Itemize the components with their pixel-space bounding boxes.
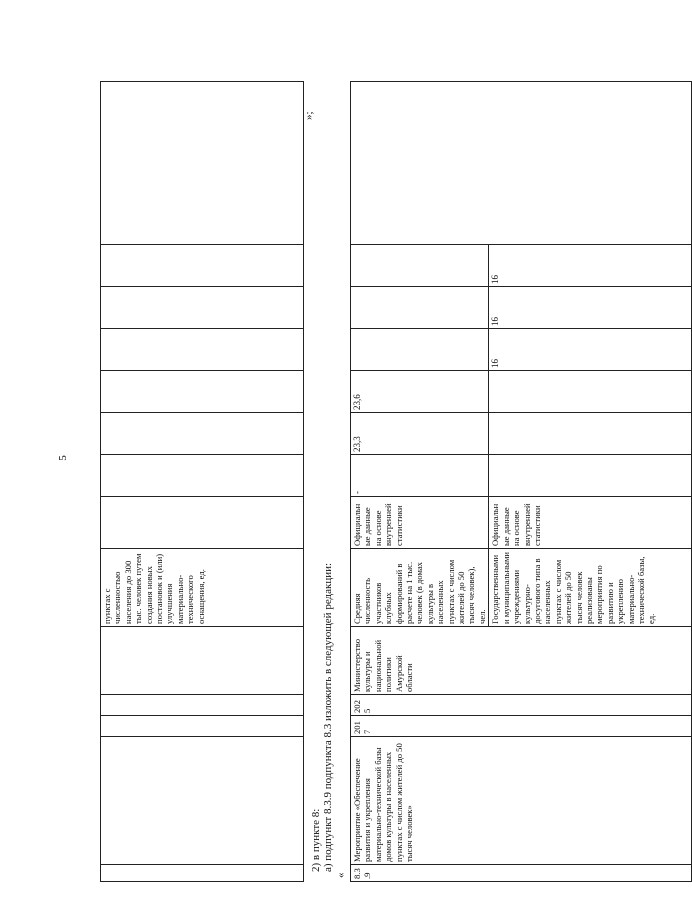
page-number: 5 [57, 455, 69, 461]
cell-r1-v3: 23,6 [351, 371, 489, 413]
cell-ministry: Министерство культуры и национальной политики Амурской области [351, 627, 692, 695]
top-cell-indicator: пунктах с численностью населения до 300 тыс. человек путем создания новых постановок и (или) улучшения материально-технического оснащения, ед. [101, 549, 304, 627]
cell-r1-v6 [351, 245, 489, 287]
cell-indicator-1: Средняя численность участников клубных формирований в расчете на 1 тыс. человек (в домах культуры в населенных пунктах с числом жителей до 50 тысяч человек), чел. [351, 549, 489, 627]
cell-r1-v1: - [351, 455, 489, 497]
top-cell-13 [101, 245, 304, 287]
closing-mark: »; [303, 111, 315, 120]
cell-r2-v4: 16 [489, 329, 692, 371]
cell-r2-v3 [489, 371, 692, 413]
cell-source-1: Официальные данные на основе внутренней статистики [351, 497, 489, 549]
cell-r1-v2: 23,3 [351, 413, 489, 455]
paragraph-1: 2) в пункте 8: [310, 808, 322, 872]
top-cell-3 [101, 716, 304, 737]
cell-year-end: 2025 [351, 695, 692, 716]
top-table [100, 81, 304, 882]
top-cell-4 [101, 695, 304, 716]
cell-r1-v5 [351, 287, 489, 329]
cell-r2-v6: 16 [489, 245, 692, 287]
cell-r1-v4 [351, 329, 489, 371]
rotated-page [100, 82, 657, 882]
top-cell-1 [101, 865, 304, 882]
top-cell-12 [101, 287, 304, 329]
cell-code: 8.3.9 [351, 865, 692, 882]
top-cell-7 [101, 497, 304, 549]
subitem-table [350, 81, 692, 882]
top-cell-10 [101, 371, 304, 413]
amendment-text [310, 563, 334, 872]
top-cell-9 [101, 413, 304, 455]
opening-quote: « [335, 872, 347, 878]
top-cell-5 [101, 627, 304, 695]
top-cell-2 [101, 737, 304, 865]
top-cell-8 [101, 455, 304, 497]
cell-event: Мероприятие «Обеспечение развития и укрепления материально-технической базы домов культуры в населенных пунктах с числом жителей до 50 тысяч человек» [351, 737, 692, 865]
cell-empty-end [351, 82, 692, 245]
top-cell-11 [101, 329, 304, 371]
cell-year-start: 2017 [351, 716, 692, 737]
cell-r2-v1 [489, 455, 692, 497]
paragraph-2: а) подпункт 8.3.9 подпункта 8.3 изложить в следующей редакции: [322, 562, 334, 872]
top-cell-14 [101, 82, 304, 245]
cell-source-2: Официальные данные на основе внутренней статистики [489, 497, 692, 549]
cell-r2-v5: 16 [489, 287, 692, 329]
landscape-content [100, 82, 657, 882]
cell-r2-v2 [489, 413, 692, 455]
cell-indicator-2: Государственными и муниципальными учреждениями культурно-досугового типа в населенных пунктах с числом жителей до 50 тысяч человек реализованы мероприятия по развитию и укреплению материально-технической базы, ед. [489, 549, 692, 627]
